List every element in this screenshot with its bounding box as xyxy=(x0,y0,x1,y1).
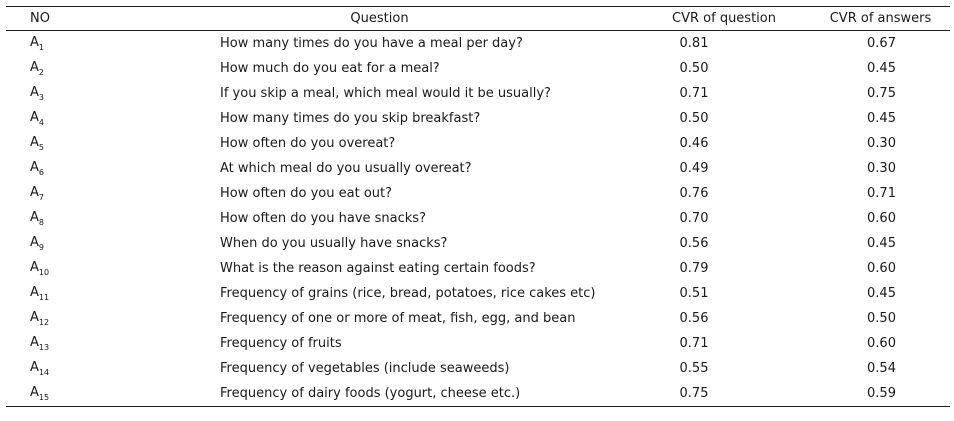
row-no-letter: A xyxy=(30,360,39,375)
header-row xyxy=(6,7,950,31)
row-cvr-answers: 0.50 xyxy=(867,310,896,326)
row-cvr-answers: 0.45 xyxy=(867,110,896,126)
row-no-subscript: 9 xyxy=(38,243,44,252)
row-cvr-question: 0.56 xyxy=(679,235,709,251)
row-cvr-answers: 0.45 xyxy=(867,60,896,76)
row-no xyxy=(6,331,122,356)
row-no xyxy=(6,56,122,81)
row-question: Frequency of vegetables (include seaweeds) xyxy=(220,360,510,376)
row-question: What is the reason against eating certain foods? xyxy=(220,260,536,276)
row-no-subscript: 7 xyxy=(38,193,44,202)
table-row xyxy=(6,356,950,381)
row-no-subscript: 14 xyxy=(38,368,50,377)
row-cvr-question: 0.75 xyxy=(679,385,709,401)
row-question: If you skip a meal, which meal would it be usually? xyxy=(220,85,551,101)
row-no-letter: A xyxy=(30,110,39,125)
row-no-subscript: 12 xyxy=(38,318,50,327)
table-row xyxy=(6,231,950,256)
header-no: NO xyxy=(30,11,50,26)
row-cvr-answers: 0.75 xyxy=(867,85,896,101)
row-question: How many times do you skip breakfast? xyxy=(220,110,481,126)
row-no-subscript: 10 xyxy=(38,268,50,277)
row-cvr-answers: 0.54 xyxy=(867,360,896,376)
row-no-subscript: 8 xyxy=(38,218,44,227)
row-no xyxy=(6,231,122,256)
row-no-letter: A xyxy=(30,210,39,225)
table-row xyxy=(6,81,950,106)
row-cvr-answers: 0.60 xyxy=(867,210,896,226)
table-row xyxy=(6,306,950,331)
row-question: How many times do you have a meal per day? xyxy=(220,35,523,51)
table-row xyxy=(6,181,950,206)
row-no-letter: A xyxy=(30,385,39,400)
row-no-subscript: 2 xyxy=(38,68,44,77)
row-no xyxy=(6,281,122,306)
row-no-letter: A xyxy=(30,185,39,200)
table-row xyxy=(6,281,950,306)
row-question: Frequency of fruits xyxy=(220,335,342,351)
header-cvr-answers: CVR of answers xyxy=(829,11,932,26)
row-cvr-answers: 0.30 xyxy=(867,160,896,176)
table-row xyxy=(6,56,950,81)
row-no-subscript: 5 xyxy=(38,143,44,152)
row-cvr-question: 0.71 xyxy=(679,85,709,101)
cvr-table-container xyxy=(6,6,950,407)
row-cvr-question: 0.79 xyxy=(679,260,709,276)
row-cvr-question: 0.81 xyxy=(679,35,709,51)
row-cvr-question: 0.46 xyxy=(679,135,709,151)
cvr-table xyxy=(6,6,950,407)
row-no-subscript: 6 xyxy=(38,168,44,177)
table-body xyxy=(6,31,950,407)
row-question: When do you usually have snacks? xyxy=(220,235,448,251)
header-question: Question xyxy=(350,11,409,26)
row-no xyxy=(6,381,122,407)
row-no xyxy=(6,81,122,106)
row-no-letter: A xyxy=(30,285,39,300)
row-no-subscript: 1 xyxy=(38,43,44,52)
row-no xyxy=(6,156,122,181)
table-row xyxy=(6,256,950,281)
row-cvr-answers: 0.71 xyxy=(867,185,896,201)
row-no xyxy=(6,306,122,331)
row-question: How much do you eat for a meal? xyxy=(220,60,440,76)
table-row xyxy=(6,31,950,57)
table-row xyxy=(6,206,950,231)
row-question: Frequency of one or more of meat, fish, egg, and bean xyxy=(220,310,576,326)
row-no-letter: A xyxy=(30,60,39,75)
row-cvr-answers: 0.45 xyxy=(867,285,896,301)
row-cvr-answers: 0.45 xyxy=(867,235,896,251)
row-no-letter: A xyxy=(30,335,39,350)
row-no xyxy=(6,31,122,57)
table-row xyxy=(6,331,950,356)
row-no xyxy=(6,206,122,231)
table-row xyxy=(6,106,950,131)
row-no xyxy=(6,106,122,131)
row-no-subscript: 4 xyxy=(38,118,44,127)
row-question: How often do you have snacks? xyxy=(220,210,426,226)
row-cvr-answers: 0.30 xyxy=(867,135,896,151)
row-no xyxy=(6,256,122,281)
row-no-letter: A xyxy=(30,135,39,150)
table-header xyxy=(6,7,950,31)
table-row xyxy=(6,156,950,181)
row-cvr-question: 0.50 xyxy=(679,110,709,126)
row-cvr-question: 0.50 xyxy=(679,60,709,76)
header-cvr-question: CVR of question xyxy=(672,11,776,26)
row-question: How often do you overeat? xyxy=(220,135,396,151)
table-row xyxy=(6,131,950,156)
row-no xyxy=(6,356,122,381)
row-no-subscript: 13 xyxy=(38,343,50,352)
row-question: How often do you eat out? xyxy=(220,185,393,201)
row-no-letter: A xyxy=(30,235,39,250)
row-cvr-question: 0.76 xyxy=(679,185,709,201)
row-no-letter: A xyxy=(30,310,39,325)
row-no xyxy=(6,131,122,156)
row-question: Frequency of grains (rice, bread, potatoes, rice cakes etc) xyxy=(220,285,596,301)
row-cvr-question: 0.71 xyxy=(679,335,709,351)
row-cvr-question: 0.55 xyxy=(679,360,709,376)
row-no-subscript: 11 xyxy=(38,293,50,302)
row-no-letter: A xyxy=(30,160,39,175)
row-no-letter: A xyxy=(30,260,39,275)
row-no-letter: A xyxy=(30,85,39,100)
row-cvr-answers: 0.59 xyxy=(867,385,896,401)
row-question: Frequency of dairy foods (yogurt, cheese etc.) xyxy=(220,385,521,401)
row-cvr-answers: 0.60 xyxy=(867,335,896,351)
table-row xyxy=(6,381,950,407)
row-no-letter: A xyxy=(30,35,39,50)
row-cvr-answers: 0.60 xyxy=(867,260,896,276)
row-cvr-question: 0.49 xyxy=(679,160,709,176)
row-cvr-question: 0.56 xyxy=(679,310,709,326)
row-cvr-question: 0.51 xyxy=(679,285,709,301)
row-no-subscript: 15 xyxy=(38,393,50,402)
row-cvr-answers: 0.67 xyxy=(867,35,896,51)
row-no-subscript: 3 xyxy=(38,93,44,102)
row-cvr-question: 0.70 xyxy=(679,210,709,226)
row-question: At which meal do you usually overeat? xyxy=(220,160,472,176)
row-no xyxy=(6,181,122,206)
